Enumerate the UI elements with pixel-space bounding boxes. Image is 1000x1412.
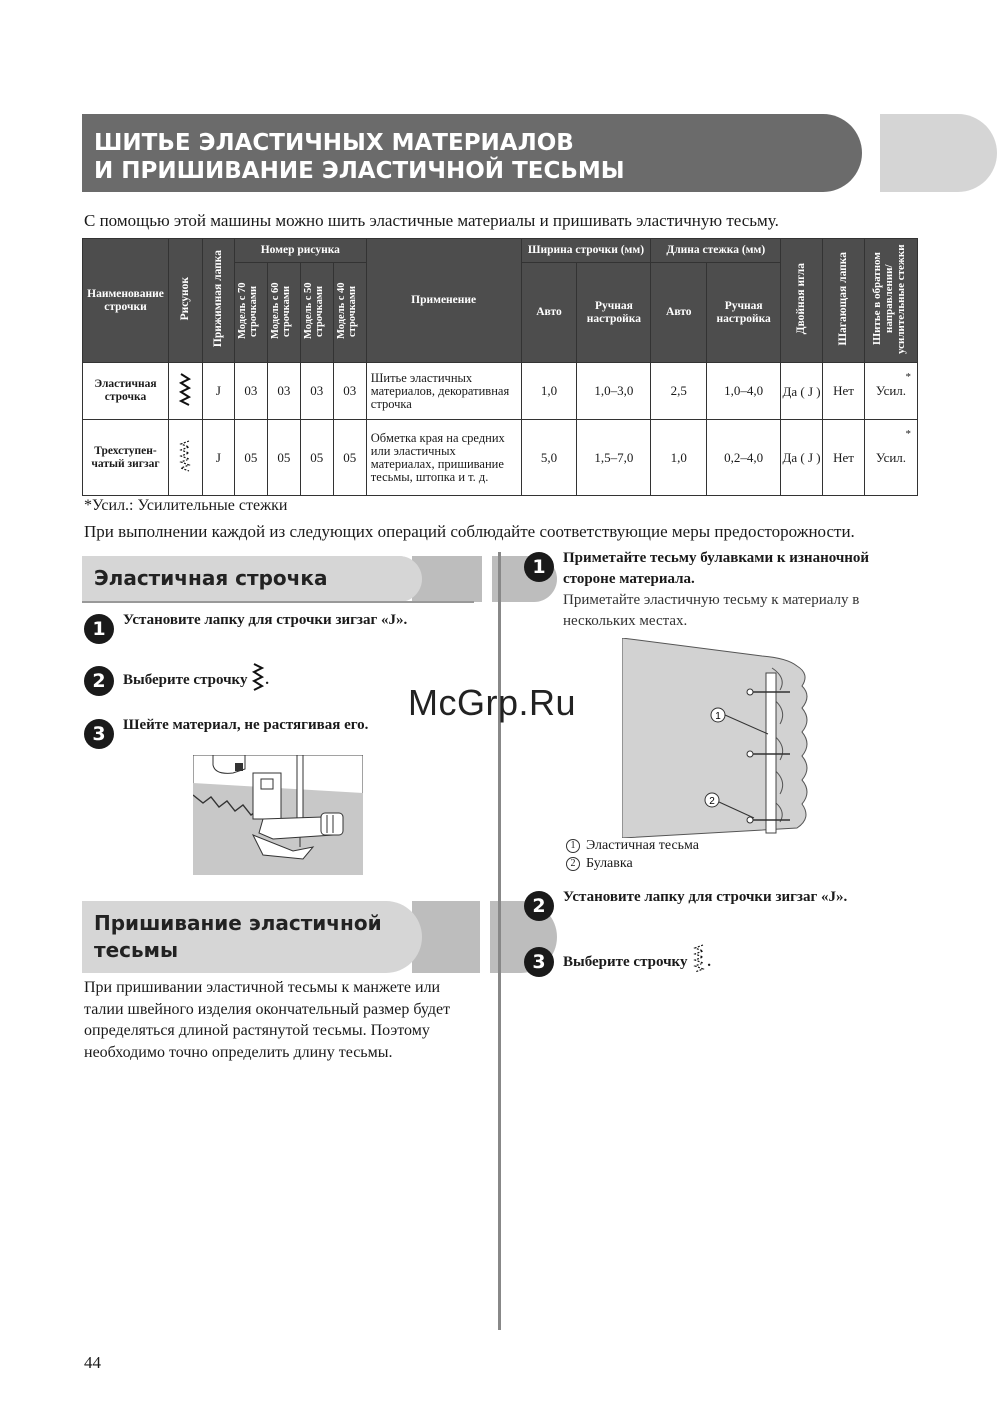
- header-model60: Модель с 60 строчками: [267, 263, 300, 363]
- page-number: 44: [84, 1353, 101, 1372]
- left-step-3: 3 Шейте материал, не растягивая его.: [84, 715, 484, 749]
- elastic-paragraph: При пришивании эластичной тесьмы к манжете или талии швейного изделия окончательный размер будет определяться длиной растянутой тесьмы. Поэтому необходимо точно определить длину тесьмы.: [84, 979, 451, 1061]
- header-length: Длина стежка (мм): [651, 239, 781, 263]
- header-walking: Шагающая лапка: [823, 239, 865, 363]
- column-divider: [498, 552, 501, 1330]
- header-reverse: Шитье в обратном направлении/ усилительные стежки: [864, 239, 917, 363]
- section-header-attaching-elastic: [82, 901, 482, 973]
- watermark: McGrp.Ru: [408, 682, 577, 723]
- header-width-auto: Авто: [521, 263, 577, 363]
- section-header-elastic-stitch: [82, 556, 482, 602]
- header-model40: Модель с 40 строчками: [333, 263, 366, 363]
- left-step-1: 1 Установите лапку для строчки зигзаг «J».: [84, 610, 484, 644]
- intro-text: С помощью этой машины можно шить эластичные материалы и пришивать эластичную тесьму.: [84, 211, 779, 230]
- table-note: *Усил.: Усилительные стежки: [84, 497, 288, 514]
- header-name: Наименование строчки: [83, 239, 169, 363]
- caution-text: При выполнении каждой из следующих операций соблюдайте соответствующие меры предосторожности.: [84, 522, 855, 541]
- elastic-stitch-icon: [251, 662, 265, 699]
- illustration-legend: [566, 837, 699, 873]
- header-application: Применение: [366, 239, 521, 363]
- left-step-2: 2 Выберите строчку .: [84, 662, 484, 699]
- right-step-1: 1 Приметайте тесьму булавками к изнаночной стороне материала. Приметайте эластичную тесьму к материалу в нескольких местах.: [524, 548, 924, 632]
- row-name: Эластичная строчка: [83, 363, 169, 420]
- triple-zigzag-icon: [691, 943, 707, 982]
- header-length-manual: Ручная настройка: [707, 263, 781, 363]
- pinned-elastic-illustration: [622, 638, 812, 838]
- page-title: ШИТЬЕ ЭЛАСТИЧНЫХ МАТЕРИАЛОВ И ПРИШИВАНИЕ ЭЛАСТИЧНОЙ ТЕСЬМЫ: [94, 130, 625, 184]
- sewing-foot-illustration: [193, 755, 363, 875]
- right-step-3: 3 Выберите строчку .: [524, 943, 924, 982]
- header-foot: Прижимная лапка: [202, 239, 234, 363]
- pattern-elastic-icon: [168, 363, 202, 420]
- table-row: Трехступен-чатый зигзаг J 05 05 05 05 Обметка края на средних или эластичных материалах, пришивание тесьмы, штопка и т. д. 5,0 1,5–7,0 1,0 0,2–4,0 Да ( J ) Нет Усил. *: [83, 420, 918, 496]
- header-width: Ширина строчки (мм): [521, 239, 651, 263]
- section-title: Пришивание эластичной тесьмы: [94, 911, 382, 962]
- header-model50: Модель с 50 строчками: [300, 263, 333, 363]
- legend-item: 1 Эластичная тесьма: [566, 837, 699, 855]
- section-title: Эластичная строчка: [94, 566, 328, 590]
- header-pattern: Рисунок: [168, 239, 202, 363]
- svg-text:2: 2: [709, 796, 715, 807]
- header-model70: Модель с 70 строчками: [234, 263, 267, 363]
- row-name: Трехступен-чатый зигзаг: [83, 420, 169, 496]
- header-width-manual: Ручная настройка: [577, 263, 651, 363]
- right-step-2: 2 Установите лапку для строчки зигзаг «J».: [524, 887, 924, 921]
- title-bar-tail: [872, 114, 997, 192]
- table-row: Эластичная строчка J 03 03 03 03 Шитье эластичных материалов, декоративная строчка 1,0 1,0–3,0 2,5 1,0–4,0 Да ( J ) Нет Усил. *: [83, 363, 918, 420]
- legend-item: 2 Булавка: [566, 855, 699, 873]
- pattern-triple-zigzag-icon: [168, 420, 202, 496]
- header-pattern-number: Номер рисунка: [234, 239, 366, 263]
- title-banner: [82, 114, 882, 192]
- stitch-table: [82, 238, 918, 496]
- header-length-auto: Авто: [651, 263, 707, 363]
- header-twin: Двойная игла: [781, 239, 823, 363]
- svg-text:1: 1: [715, 711, 721, 722]
